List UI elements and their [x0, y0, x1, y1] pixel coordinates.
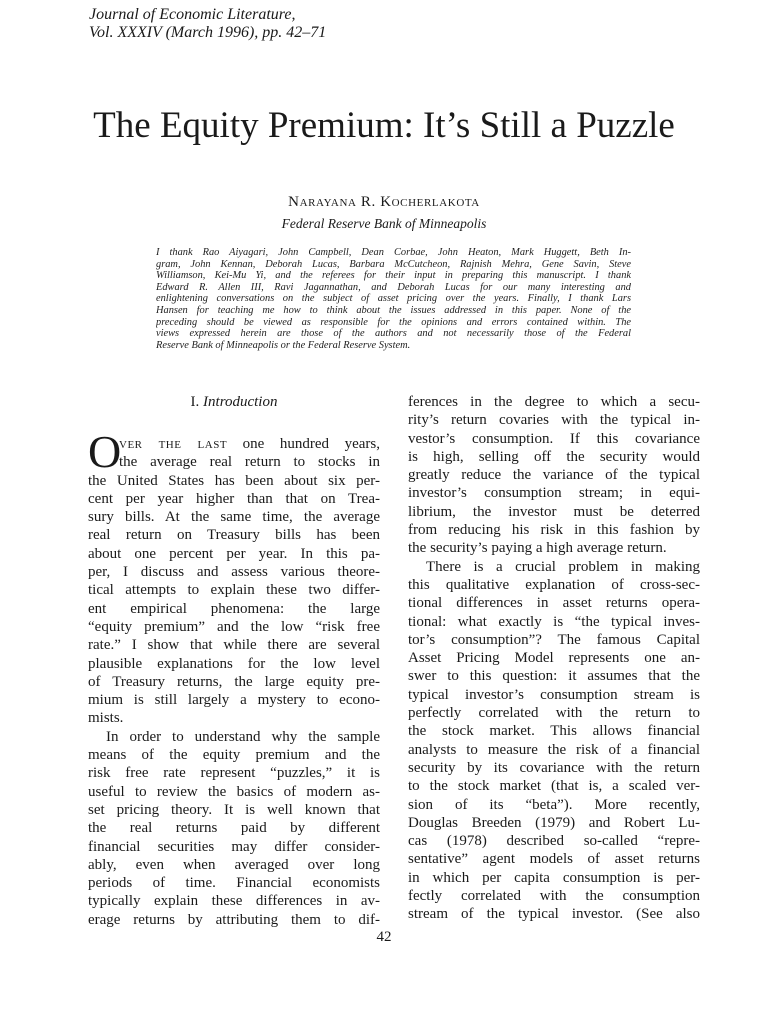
paragraph-line: Hansen for teaching me how to think about the issues addressed in this paper. None of the	[156, 304, 631, 316]
right-column	[408, 393, 700, 924]
paragraph-line: views expressed herein are those of the authors and not necessarily those of the Federal	[156, 328, 631, 340]
paragraph-line: this qualitative explanation of cross-sec-	[408, 576, 700, 593]
page-number: 42	[376, 929, 392, 945]
paragraph-line: the United States has been about six per-	[88, 472, 380, 489]
paragraph-line: investor’s consumption stream; in equi-	[408, 485, 700, 502]
drop-cap: O	[88, 426, 122, 477]
paragraph-line: librium, the investor must be deterred	[408, 503, 700, 520]
opening-rest: one hundred years,	[227, 436, 380, 452]
paragraph-line: rate.” I show that while there are several	[88, 637, 380, 654]
paragraph-line: gram, John Kennan, Deborah Lucas, Barbara McCutcheon, Rajnish Mehra, Gene Savin, Steve	[156, 258, 631, 270]
paragraph-line: is high, selling off the security would	[408, 448, 700, 465]
paragraph-line: enlightening conversations on the subject of asset pricing over the years. Finally, I thank Lars	[156, 293, 631, 305]
paragraph-line: security by its covariance with the return	[408, 759, 700, 776]
paragraph-line: useful to review the basics of modern as-	[88, 783, 380, 800]
paragraph-line: stream of the typical investor. (See also	[408, 906, 700, 923]
intro-paragraph	[88, 426, 380, 728]
left-para2-body	[88, 728, 380, 929]
paragraph-line: tical attempts to explain these two differ-	[88, 582, 380, 599]
paragraph-line: ably, even when averaged over long	[88, 856, 380, 873]
paragraph-line: ent empirical phenomena: the large	[88, 600, 380, 617]
paragraph-line: “equity premium” and the low “risk free	[88, 618, 380, 635]
paragraph-line: sion of its “beta”). More recently,	[408, 796, 700, 813]
paragraph-line: typically explain these differences in av-	[88, 893, 380, 910]
section-number: I.	[190, 394, 200, 410]
paragraph-line: sury bills. At the same time, the average	[88, 509, 380, 526]
left-column	[88, 393, 380, 929]
paragraph-line: sentative” agent models of asset returns	[408, 851, 700, 868]
paragraph-line: cas (1978) described so-called “repre-	[408, 833, 700, 850]
paper-title: The Equity Premium: It’s Still a Puzzle	[93, 105, 675, 146]
section-heading	[88, 393, 380, 411]
paragraph-line: Reserve Bank of Minneapolis or the Federal Reserve System.	[156, 339, 411, 351]
paragraph-line: the stock market. This allows financial	[408, 723, 700, 740]
paragraph-line: risk free rate represent “puzzles,” it is	[88, 765, 380, 782]
paragraph-line: swer to this question: it assumes that the	[408, 668, 700, 685]
paragraph-line: erage returns by attributing them to dif-	[88, 911, 380, 928]
author-name: Narayana R. Kocherlakota	[288, 194, 480, 210]
paragraph-line: vestor’s consumption. If this covariance	[408, 430, 700, 447]
paragraph-line: of Treasury returns, the large equity pre-	[88, 673, 380, 690]
paragraph-line: There is a crucial problem in making	[426, 558, 700, 575]
paragraph-line: Asset Pricing Model represents one an-	[408, 650, 700, 667]
section-title: Introduction	[203, 394, 278, 410]
paragraph-line: mists.	[88, 710, 124, 727]
paragraph-line: per, I discuss and assess various theore-	[88, 564, 380, 581]
paragraph-line: in which per capita consumption is per-	[408, 869, 700, 886]
journal-name: Journal of Economic Literature,	[89, 6, 296, 23]
paragraph-line: In order to understand why the sample	[106, 728, 380, 745]
paragraph-line: greatly reduce the variance of the typical	[408, 467, 700, 484]
paragraph-line: typical investor’s consumption stream is	[408, 686, 700, 703]
paragraph-line: fectly correlated with the consumption	[408, 888, 700, 905]
paragraph-line: tional: what exactly is “the typical inves-	[408, 613, 700, 630]
paragraph-line: plausible explanations for the low level	[88, 655, 380, 672]
paragraph-line: about one percent per year. In this pa-	[88, 545, 380, 562]
paragraph-line: ferences in the degree to which a secu-	[408, 394, 700, 410]
journal-citation	[89, 6, 326, 42]
paragraph-line: from reducing his risk in this fashion by	[408, 522, 700, 539]
paragraph-line: Edward R. Allen III, Ravi Jagannathan, and Deborah Lucas for our many interesting and	[156, 281, 631, 293]
right-para1-body	[408, 393, 700, 558]
paragraph-line: tor’s consumption”? The famous Capital	[408, 631, 700, 648]
paragraph-line: real return on Treasury bills has been	[88, 527, 380, 544]
opening-smallcaps: ver the last	[119, 436, 228, 452]
paragraph-line: I thank Rao Aiyagari, John Campbell, Dean Corbae, John Heaton, Mark Huggett, Beth In-	[156, 247, 631, 258]
author-affiliation: Federal Reserve Bank of Minneapolis	[281, 216, 487, 231]
acknowledgment	[156, 247, 631, 351]
paragraph-line: analysts to measure the risk of a financial	[408, 741, 700, 758]
journal-volume: Vol. XXXIV (March 1996), pp. 42–71	[89, 24, 327, 41]
right-para2-body	[408, 558, 700, 924]
paragraph-line: mium is still largely a mystery to econo-	[88, 692, 380, 709]
paragraph-line: means of the equity premium and the	[88, 747, 380, 764]
paragraph-line: Douglas Breeden (1979) and Robert Lu-	[408, 814, 700, 831]
paragraph-line: the security’s paying a high average return.	[408, 540, 667, 557]
paragraph-line: set pricing theory. It is well known that	[88, 801, 380, 818]
paragraph-line: financial securities may differ consider-	[88, 838, 380, 855]
left-para1-body	[88, 453, 380, 727]
paragraph-line: rity’s return covaries with the typical in-	[408, 412, 700, 429]
paragraph-line: perfectly correlated with the return to	[408, 705, 700, 722]
paragraph-line: to the stock market (that is, a scaled ver-	[408, 778, 700, 795]
paragraph-line: cent per year higher than that on Trea-	[88, 490, 380, 507]
paragraph-line: tional differences in asset returns opera-	[408, 595, 700, 612]
paragraph-line	[88, 435, 380, 453]
paragraph-line: Williamson, Kei-Mu Yi, and the referees for their input in preparing this manuscript. I thank	[156, 270, 631, 282]
paragraph-line: periods of time. Financial economists	[88, 875, 380, 892]
paragraph-line: the average real return to stocks in	[119, 454, 380, 471]
paragraph-line: the real returns paid by different	[88, 820, 380, 837]
paragraph-line: preceding should be viewed as responsible for the opinions and errors contained within. The	[156, 316, 631, 328]
